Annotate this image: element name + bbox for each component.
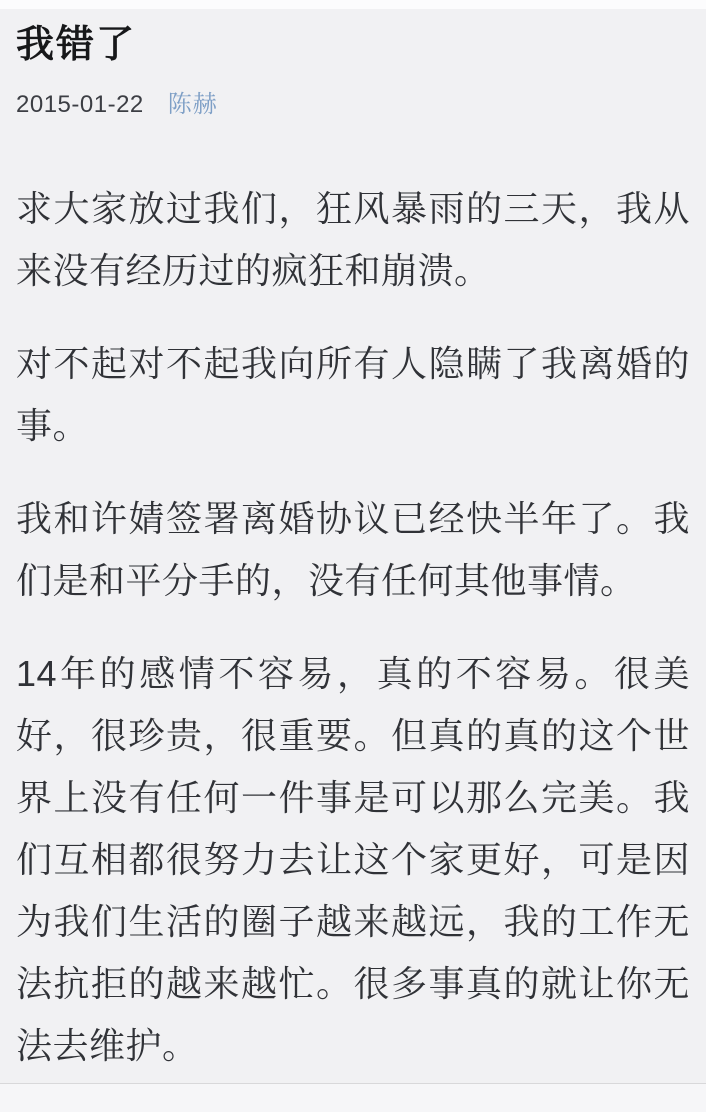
paragraph: 14年的感情不容易，真的不容易。很美好，很珍贵，很重要。但真的真的这个世界上没有任何一件事是可以那么完美。我们互相都很努力去让这个家更好，可是因为我们生活的圈子越来越远，我的工作无法抗拒的越来越忙。很多事真的就让你无法去维护。	[16, 653, 690, 1066]
paragraph: 对不起对不起我向所有人隐瞒了我离婚的事。	[16, 343, 690, 446]
post-date: 2015-01-22	[16, 91, 144, 118]
post-header	[0, 9, 706, 120]
page-title: 我错了	[16, 24, 137, 66]
paragraph: 我和许婧签署离婚协议已经快半年了。我们是和平分手的，没有任何其他事情。	[16, 498, 690, 601]
post-body	[0, 178, 706, 1077]
bottom-divider	[0, 1083, 706, 1112]
paragraph: 求大家放过我们，狂风暴雨的三天，我从来没有经历过的疯狂和崩溃。	[16, 188, 690, 291]
post-meta	[16, 90, 690, 120]
author-link[interactable]: 陈赫	[167, 91, 218, 118]
top-strip	[0, 0, 706, 9]
